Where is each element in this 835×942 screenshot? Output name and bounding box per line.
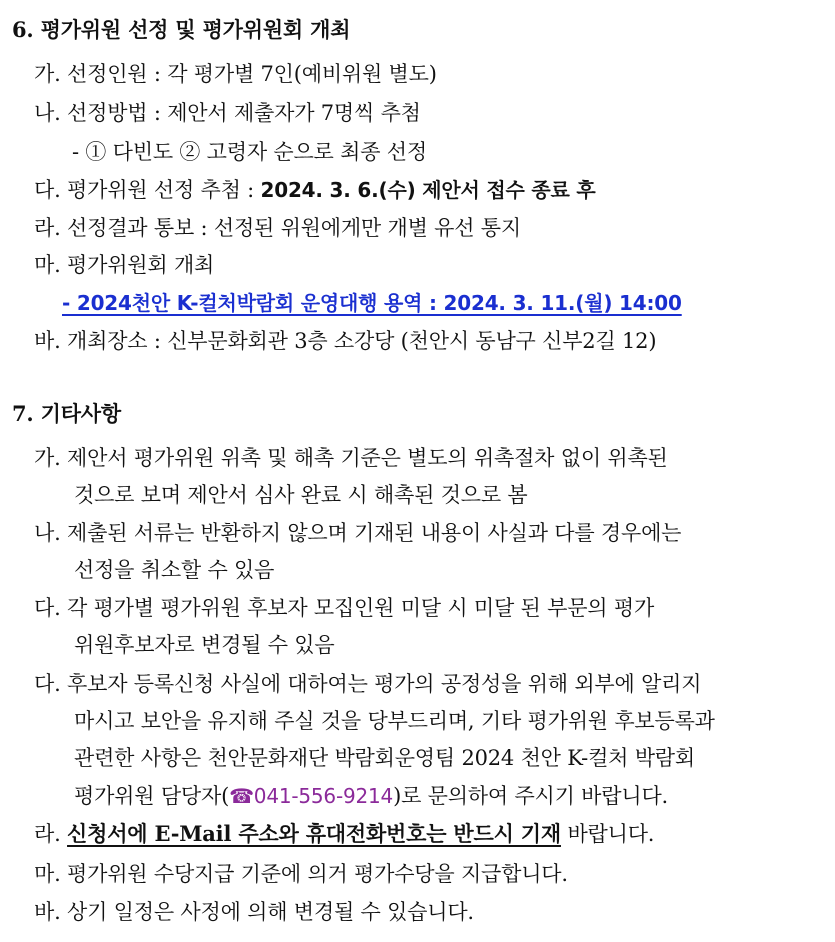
section-6-heading: 6. 평가위원 선정 및 평가위원회 개최 (12, 17, 351, 42)
s7-item-c-line1: 다. 각 평가별 평가위원 후보자 모집인원 미달 시 미달 된 부문의 평가 (34, 596, 655, 620)
s7-item-d-line4-prefix: 평가위원 담당자( (74, 784, 230, 808)
s7-item-d-line3: 관련한 사항은 천안문화재단 박람회운영팀 2024 천안 K-컬처 박람회 (74, 746, 695, 770)
s7-item-a-line2: 것으로 보며 제안서 심사 완료 시 해촉된 것으로 봄 (74, 483, 528, 507)
s7-item-e-suffix: 바랍니다. (560, 822, 655, 846)
s6-item-e: 마. 평가위원회 개최 (34, 253, 215, 277)
s6-item-c (34, 176, 596, 204)
s6-item-b-sub: - ① 다빈도 ② 고령자 순으로 최종 선정 (72, 140, 427, 164)
s7-item-e (34, 820, 654, 848)
s6-item-b: 나. 선정방법 : 제안서 제출자가 7명씩 추첨 (34, 101, 421, 125)
s7-item-d-line1: 다. 후보자 등록신청 사실에 대하여는 평가의 공정성을 위해 외부에 알리지 (34, 672, 702, 696)
s7-item-f: 마. 평가위원 수당지급 기준에 의거 평가수당을 지급합니다. (34, 862, 568, 886)
s7-item-c-line2: 위원후보자로 변경될 수 있음 (74, 633, 335, 657)
contact-phone: ☎041-556-9214 (229, 784, 394, 808)
s6-item-c-label: 다. 평가위원 선정 추첨 : (34, 178, 261, 202)
s7-item-d-line2: 마시고 보안을 유지해 주실 것을 당부드리며, 기타 평가위원 후보등록과 (74, 709, 715, 733)
s6-item-d: 라. 선정결과 통보 : 선정된 위원에게만 개별 유선 통지 (34, 216, 521, 240)
s7-item-b-line1: 나. 제출된 서류는 반환하지 않으며 기재된 내용이 사실과 다를 경우에는 (34, 521, 682, 545)
s7-item-e-emphasis: 신청서에 E-Mail 주소와 휴대전화번호는 반드시 기재 (67, 821, 561, 846)
s7-item-e-label: 라. (34, 822, 68, 846)
s7-item-g: 바. 상기 일정은 사정에 의해 변경될 수 있습니다. (34, 900, 474, 924)
s6-item-c-date: 2024. 3. 6.(수) 제안서 접수 종료 후 (260, 178, 596, 202)
s7-item-d-line4 (74, 782, 668, 810)
s7-item-a-line1: 가. 제안서 평가위원 위촉 및 해촉 기준은 별도의 위촉절차 없이 위촉된 (34, 446, 668, 470)
s6-item-f: 바. 개최장소 : 신부문화회관 3층 소강당 (천안시 동남구 신부2길 12) (34, 329, 657, 353)
s6-item-e-sub: - 2024천안 K-컬처박람회 운영대행 용역 : 2024. 3. 11.(월) 14:00 (62, 291, 682, 315)
section-7-heading: 7. 기타사항 (12, 401, 121, 426)
s7-item-d-line4-suffix: )로 문의하여 주시기 바랍니다. (393, 784, 669, 808)
s7-item-b-line2: 선정을 취소할 수 있음 (74, 558, 275, 582)
s6-item-a: 가. 선정인원 : 각 평가별 7인(예비위원 별도) (34, 62, 437, 86)
